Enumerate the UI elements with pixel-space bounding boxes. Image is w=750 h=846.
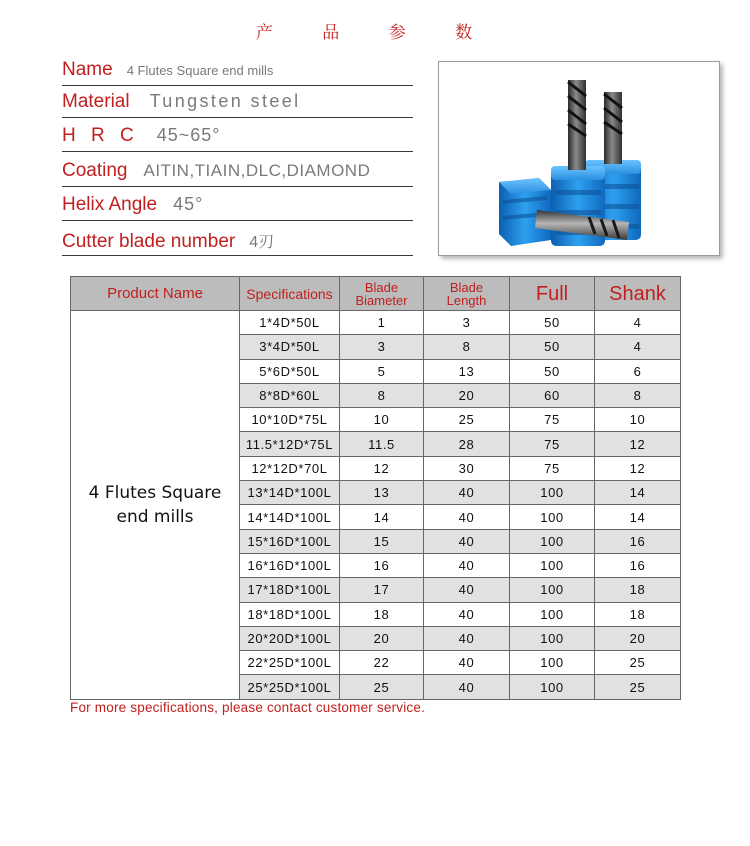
spec-value-material: Tungsten steel	[149, 91, 301, 111]
full-cell: 100	[510, 602, 595, 626]
spec-cell: 16*16D*100L	[240, 553, 340, 577]
spec-cell: 15*16D*100L	[240, 529, 340, 553]
spec-cell: 22*25D*100L	[240, 651, 340, 675]
full-cell: 100	[510, 505, 595, 529]
shank-cell: 18	[595, 578, 681, 602]
full-cell: 100	[510, 578, 595, 602]
spec-value-blade-number: 4刃	[249, 234, 275, 251]
end-mill-illustration	[439, 62, 719, 255]
blade-length-cell: 40	[424, 651, 510, 675]
spec-cell: 8*8D*60L	[240, 383, 340, 407]
header-full: Full	[510, 277, 595, 311]
spec-label-blade-number: Cutter blade number	[62, 231, 236, 252]
shank-cell: 25	[595, 651, 681, 675]
specification-table	[70, 276, 681, 700]
spec-row-material	[62, 91, 413, 118]
spec-cell: 5*6D*50L	[240, 359, 340, 383]
blade-length-cell: 40	[424, 578, 510, 602]
shank-cell: 16	[595, 529, 681, 553]
blade-diameter-cell: 8	[340, 383, 424, 407]
spec-cell: 20*20D*100L	[240, 626, 340, 650]
header-blade-length-line2: Length	[446, 292, 487, 308]
header-specifications: Specifications	[240, 277, 340, 311]
spec-cell: 14*14D*100L	[240, 505, 340, 529]
page-title: 产 品 参 数	[255, 23, 495, 43]
full-cell: 100	[510, 675, 595, 699]
blade-diameter-cell: 16	[340, 553, 424, 577]
full-cell: 100	[510, 481, 595, 505]
full-cell: 100	[510, 529, 595, 553]
shank-cell: 12	[595, 432, 681, 456]
spec-cell: 12*12D*70L	[240, 456, 340, 480]
spec-cell: 10*10D*75L	[240, 408, 340, 432]
product-photo	[438, 61, 720, 256]
blade-length-cell: 20	[424, 383, 510, 407]
footer-note: For more specifications, please contact customer service.	[70, 700, 426, 715]
shank-cell: 8	[595, 383, 681, 407]
shank-cell: 14	[595, 481, 681, 505]
blade-diameter-cell: 11.5	[340, 432, 424, 456]
spec-value-helix-angle: 45°	[173, 194, 204, 214]
blade-length-cell: 30	[424, 456, 510, 480]
blade-length-cell: 40	[424, 529, 510, 553]
full-cell: 75	[510, 408, 595, 432]
spec-row-name	[62, 59, 413, 86]
full-cell: 100	[510, 553, 595, 577]
header-blade-diameter-line1: Blade	[364, 279, 399, 295]
blade-diameter-cell: 22	[340, 651, 424, 675]
shank-cell: 4	[595, 311, 681, 335]
spec-cell: 18*18D*100L	[240, 602, 340, 626]
blade-diameter-cell: 3	[340, 335, 424, 359]
spec-cell: 11.5*12D*75L	[240, 432, 340, 456]
spec-cell: 3*4D*50L	[240, 335, 340, 359]
blade-length-cell: 8	[424, 335, 510, 359]
spec-label-coating: Coating	[62, 160, 128, 181]
header-blade-diameter-line2: Biameter	[355, 292, 408, 308]
blade-length-cell: 40	[424, 626, 510, 650]
product-name-cell	[71, 311, 240, 700]
full-cell: 50	[510, 311, 595, 335]
blade-length-cell: 25	[424, 408, 510, 432]
spec-cell: 1*4D*50L	[240, 311, 340, 335]
blade-diameter-cell: 14	[340, 505, 424, 529]
shank-cell: 14	[595, 505, 681, 529]
spec-cell: 17*18D*100L	[240, 578, 340, 602]
spec-label-name: Name	[62, 59, 113, 80]
full-cell: 75	[510, 432, 595, 456]
full-cell: 60	[510, 383, 595, 407]
shank-cell: 6	[595, 359, 681, 383]
blade-diameter-cell: 10	[340, 408, 424, 432]
header-shank: Shank	[595, 277, 681, 311]
shank-cell: 16	[595, 553, 681, 577]
full-cell: 75	[510, 456, 595, 480]
header-blade-length	[424, 277, 510, 311]
header-product-name: Product Name	[71, 277, 240, 311]
shank-cell: 18	[595, 602, 681, 626]
full-cell: 100	[510, 626, 595, 650]
header-blade-diameter	[340, 277, 424, 311]
spec-row-coating	[62, 160, 413, 187]
spec-row-helix-angle	[62, 194, 413, 221]
spec-row-hrc	[62, 125, 413, 152]
blade-length-cell: 40	[424, 675, 510, 699]
blade-length-cell: 40	[424, 505, 510, 529]
blade-diameter-cell: 5	[340, 359, 424, 383]
full-cell: 50	[510, 335, 595, 359]
spec-label-hrc: H R C	[62, 125, 139, 146]
blade-length-cell: 40	[424, 553, 510, 577]
header-blade-length-line1: Blade	[449, 279, 484, 295]
spec-value-name: 4 Flutes Square end mills	[126, 63, 274, 78]
blade-diameter-cell: 25	[340, 675, 424, 699]
shank-cell: 4	[595, 335, 681, 359]
shank-cell: 10	[595, 408, 681, 432]
blade-length-cell: 28	[424, 432, 510, 456]
table-header-row	[71, 277, 681, 311]
table-row	[71, 311, 681, 335]
full-cell: 50	[510, 359, 595, 383]
blade-length-cell: 3	[424, 311, 510, 335]
product-name-line1: 4 Flutes Square	[88, 482, 222, 503]
blade-length-cell: 40	[424, 602, 510, 626]
product-name-line2: end mills	[116, 506, 194, 527]
blade-diameter-cell: 17	[340, 578, 424, 602]
blade-diameter-cell: 12	[340, 456, 424, 480]
blade-length-cell: 13	[424, 359, 510, 383]
shank-cell: 25	[595, 675, 681, 699]
spec-cell: 13*14D*100L	[240, 481, 340, 505]
full-cell: 100	[510, 651, 595, 675]
spec-label-material: Material	[62, 91, 130, 112]
spec-label-helix-angle: Helix Angle	[62, 194, 158, 215]
blade-length-cell: 40	[424, 481, 510, 505]
shank-cell: 20	[595, 626, 681, 650]
spec-cell: 25*25D*100L	[240, 675, 340, 699]
blade-diameter-cell: 13	[340, 481, 424, 505]
spec-value-hrc: 45~65°	[156, 125, 221, 145]
shank-cell: 12	[595, 456, 681, 480]
blade-diameter-cell: 15	[340, 529, 424, 553]
spec-row-blade-number	[62, 229, 413, 256]
spec-value-coating: AITIN,TIAIN,DLC,DIAMOND	[143, 161, 371, 180]
table-body	[71, 311, 681, 700]
blade-diameter-cell: 18	[340, 602, 424, 626]
blade-diameter-cell: 1	[340, 311, 424, 335]
blade-diameter-cell: 20	[340, 626, 424, 650]
